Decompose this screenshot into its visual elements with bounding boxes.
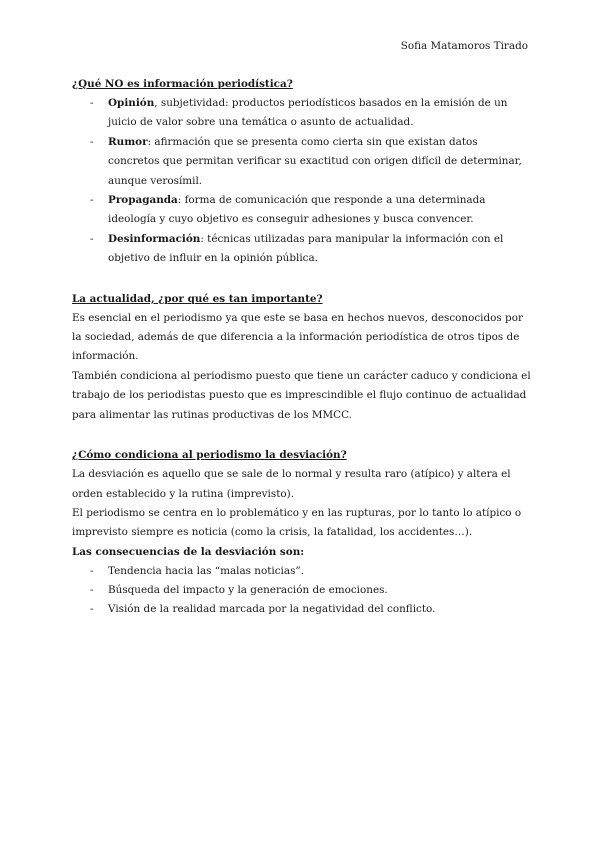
paragraph: El periodismo se centra en lo problemático y en las rupturas, por lo tanto lo atípico o imprevisto siempre es noticia (como la crisis, la fatalidad, los accidentes…). xyxy=(72,506,522,539)
list-item xyxy=(72,581,532,600)
list-item xyxy=(72,230,532,269)
term-definition: : forma de comunicación que responde a una determinada ideología y cuyo objetivo es conseguir adhesiones y busca convencer. xyxy=(108,194,486,226)
list-item xyxy=(72,133,532,191)
list-item xyxy=(72,191,532,230)
term-definition: : técnicas utilizadas para manipular la información con el objetivo de influir en la opinión pública. xyxy=(108,232,504,265)
list-item xyxy=(72,600,532,619)
section-heading-informacion: ¿Qué NO es información periodística? xyxy=(72,78,293,90)
dash-bullet: - xyxy=(90,603,94,616)
author-name: Sofia Matamoros Tirado xyxy=(400,40,528,52)
consequence-text: Tendencia hacia las “malas noticias”. xyxy=(108,565,305,578)
term-definition: , subjetividad: productos periodísticos basados en la emisión de un juicio de valor sobre una temática o asunto de actualidad. xyxy=(108,97,508,129)
paragraph: También condiciona al periodismo puesto que tiene un carácter caduco y condiciona el trabajo de los periodistas puesto que es imprescindible el flujo continuo de actualidad para alimentar las rutinas productivas de los MMCC. xyxy=(72,369,531,421)
dash-bullet: - xyxy=(90,97,94,109)
list-item xyxy=(72,94,532,133)
term-label: Desinformación xyxy=(108,232,201,245)
dash-bullet: - xyxy=(90,565,94,578)
consequences-list xyxy=(72,562,532,619)
definitions-list xyxy=(72,94,532,269)
dash-bullet: - xyxy=(90,232,94,245)
dash-bullet: - xyxy=(90,135,94,148)
section-spacer xyxy=(72,425,532,445)
term-label: Propaganda xyxy=(108,194,178,207)
section-heading-actualidad: La actualidad, ¿por qué es tan importante? xyxy=(72,292,323,305)
term-label: Opinión xyxy=(108,97,155,109)
section-spacer xyxy=(72,269,532,289)
term-label: Rumor xyxy=(108,135,148,148)
consequences-label: Las consecuencias de la desviación son: xyxy=(72,545,305,558)
consequence-text: Visión de la realidad marcada por la negatividad del conflicto. xyxy=(108,603,436,616)
consequence-text: Búsqueda del impacto y la generación de emociones. xyxy=(108,584,388,597)
document-body xyxy=(72,74,532,619)
term-definition: : afirmación que se presenta como cierta sin que existan datos concretos que permitan verificar su exactitud con origen difícil de determinar, aunque verosímil. xyxy=(108,135,522,187)
paragraph: La desviación es aquello que se sale de lo normal y resulta raro (atípico) y altera el orden establecido y la rutina (imprevisto). xyxy=(72,468,511,500)
dash-bullet: - xyxy=(90,584,94,597)
paragraph: Es esencial en el periodismo ya que este se basa en hechos nuevos, desconocidos por la sociedad, además de que diferencia a la información periodística de otros tipos de información. xyxy=(72,311,523,363)
list-item xyxy=(72,562,532,581)
section-heading-desviacion: ¿Cómo condiciona al periodismo la desviación? xyxy=(72,449,347,462)
dash-bullet: - xyxy=(90,194,94,207)
